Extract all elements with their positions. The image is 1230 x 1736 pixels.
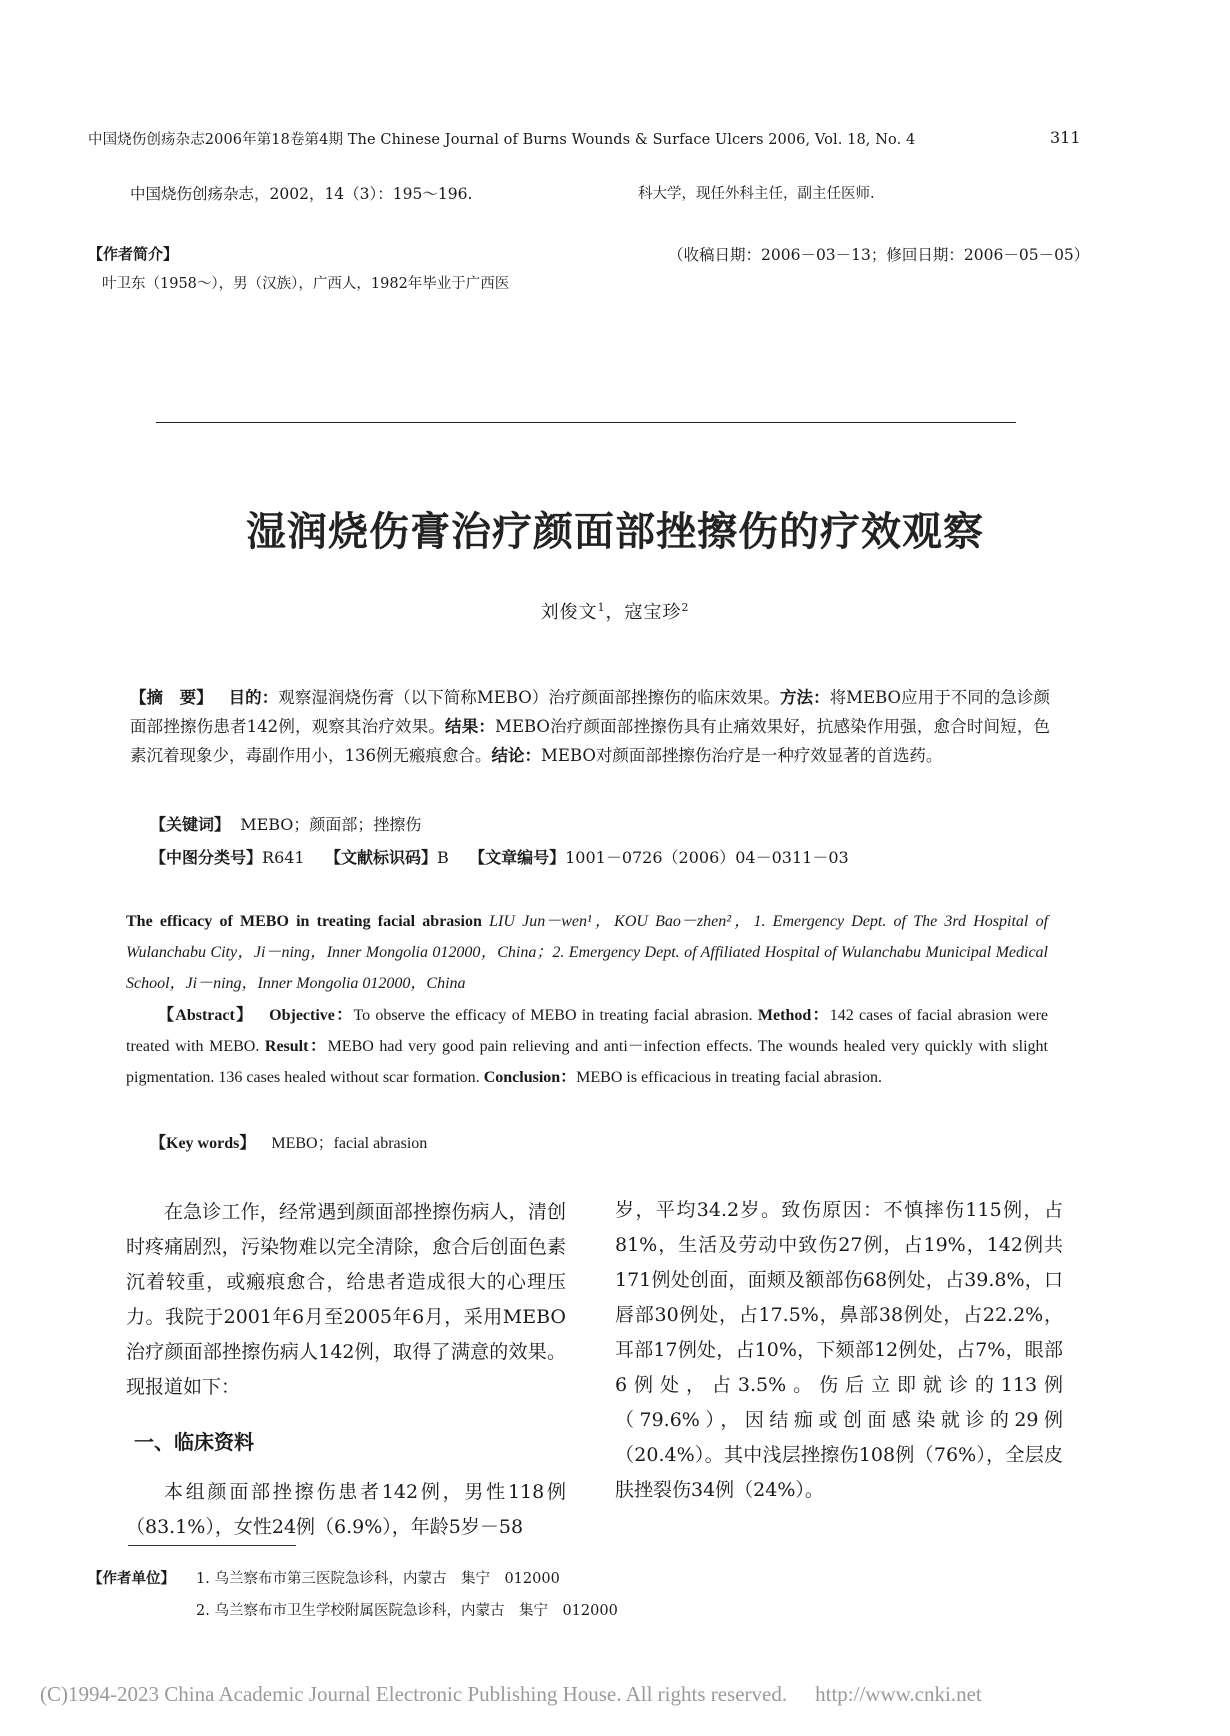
english-method: 142 cases of facial abrasion were treated with MEBO.	[126, 1007, 1049, 1055]
doc-code-value: B	[436, 848, 449, 867]
english-title-block	[126, 906, 1048, 999]
english-keywords-text: MEBO；facial abrasion	[271, 1135, 428, 1152]
cnki-url: http://www.cnki.net	[815, 1682, 982, 1706]
result-text: MEBO治疗颜面部挫擦伤具有止痛效果好，抗感染作用强，愈合时间短，色素沉着现象少，毒副作用小，136例无瘢痕愈合。	[130, 717, 1050, 765]
author-bio-continuation: 科大学，现任外科主任，副主任医师.	[638, 186, 875, 202]
affiliation-line-2: 2. 乌兰察布市卫生学校附属医院急诊科，内蒙古 集宁 012000	[196, 1603, 618, 1619]
english-abstract-label: 【Abstract】	[158, 1007, 254, 1024]
author-bio-text: 叶卫东（1958～），男（汉族），广西人，1982年毕业于广西医	[102, 276, 510, 292]
objective-text: 观察湿润烧伤膏（以下简称MEBO）治疗颜面部挫擦伤的临床效果。	[278, 688, 780, 707]
english-keywords-label: 【Key words】	[150, 1135, 256, 1152]
footnote-divider	[128, 1545, 296, 1546]
abstract-cn-label: 【摘 要】	[130, 688, 213, 707]
keywords-cn-text: MEBO；颜面部；挫擦伤	[240, 815, 422, 834]
classification-line	[150, 845, 849, 868]
english-keywords	[150, 1130, 427, 1153]
running-header: 中国烧伤创疡杂志2006年第18卷第4期 The Chinese Journal of Burns Wounds & Surface Ulcers 2006, Vol. 18, No. 4	[88, 132, 916, 148]
received-dates: （收稿日期：2006－03－13；修回日期：2006－05－05）	[668, 246, 1090, 264]
method-label: 方法：	[779, 688, 830, 707]
author-1: 刘俊文	[540, 602, 598, 623]
english-abstract	[126, 1000, 1048, 1093]
method-text: 将MEBO应用于不同的急诊颜面部挫擦伤患者142例，观察其治疗效果。	[130, 688, 1050, 736]
keywords-cn	[150, 812, 421, 835]
author-bio-label: 【作者简介】	[88, 245, 179, 263]
english-conclusion: MEBO is efficacious in treating facial abrasion.	[576, 1069, 882, 1086]
english-authors-affiliations: LIU Jun－wen¹，KOU Bao－zhen²，1. Emergency Dept. of The 3rd Hospital of Wulanchabu City，Ji－ning，Inner Mongolia 012000，China；2. Emergency Dept. of Affiliated Hospital of Wulanchabu Municipal Medical School，Ji－ning，Inner Mongolia 012000，China	[126, 913, 1049, 992]
result-label: 结果：	[445, 717, 496, 736]
section-divider	[156, 422, 1016, 423]
article-no-label: 【文章编号】	[469, 848, 566, 867]
english-title: The efficacy of MEBO in treating facial abrasion	[126, 913, 482, 930]
keywords-cn-label: 【关键词】	[150, 815, 231, 834]
body-paragraph-left: 本组颜面部挫擦伤患者142例，男性118例（83.1%），女性24例（6.9%），年龄5岁－58	[126, 1481, 566, 1538]
body-paragraph-right: 岁，平均34.2岁。致伤原因：不慎摔伤115例，占81%，生活及劳动中致伤27例，占19%，142例共171例处创面，面颊及额部伤68例处，占39.8%，口唇部30例处，占17.5%，鼻部38例处，占22.2%，耳部17例处，占10%，下颏部12例处，占7%，眼部6例处，占3.5%。伤后立即就诊的113例（79.6%），因结痂或创面感染就诊的29例（20.4%）。其中浅层挫擦伤108例（76%），全层皮肤挫裂伤34例（24%）。	[615, 1199, 1063, 1501]
english-result: MEBO had very good pain relieving and anti－infection effects. The wounds healed very quickly with slight pigmentation. 136 cases healed without scar formation.	[126, 1038, 1049, 1086]
objective-label: 目的：	[228, 688, 279, 707]
conclusion-label: 结论：	[491, 746, 541, 765]
section-heading: 一、临床资料	[134, 1430, 254, 1454]
conclusion-text: MEBO对颜面部挫擦伤治疗是一种疗效显著的首选药。	[541, 746, 943, 765]
english-result-label: Result：	[264, 1038, 328, 1055]
previous-reference: 中国烧伤创疡杂志，2002，14（3）：195～196.	[130, 185, 473, 203]
affiliation-line-1: 1. 乌兰察布市第三医院急诊科，内蒙古 集宁 012000	[196, 1571, 560, 1587]
article-authors	[0, 598, 1230, 624]
article-no-value: 1001－0726（2006）04－0311－03	[565, 848, 849, 867]
copyright-footer	[40, 1682, 982, 1707]
author-separator: ，	[605, 602, 625, 623]
article-title: 湿润烧伤膏治疗颜面部挫擦伤的疗效观察	[246, 509, 984, 555]
clc-label: 【中图分类号】	[150, 848, 263, 867]
doc-code-label: 【文献标识码】	[324, 848, 437, 867]
english-objective: To observe the efficacy of MEBO in treating facial abrasion.	[353, 1007, 753, 1024]
author-1-affil: 1	[597, 601, 606, 614]
author-2: 寇宝珍	[624, 602, 682, 623]
english-method-label: Method：	[757, 1007, 830, 1024]
abstract-cn	[130, 683, 1050, 770]
copyright-text: (C)1994-2023 China Academic Journal Electronic Publishing House. All rights reserved.	[40, 1682, 788, 1706]
page-number: 311	[1050, 128, 1081, 147]
author-2-affil: 2	[681, 601, 690, 614]
english-objective-label: Objective：	[269, 1007, 354, 1024]
body-intro-paragraph: 在急诊工作，经常遇到颜面部挫擦伤病人，清创时疼痛剧烈，污染物难以完全清除，愈合后创面色素沉着较重，或瘢痕愈合，给患者造成很大的心理压力。我院于2001年6月至2005年6月，采用MEBO治疗颜面部挫擦伤病人142例，取得了满意的效果。现报道如下：	[126, 1201, 566, 1398]
clc-value: R641	[262, 848, 305, 867]
english-conclusion-label: Conclusion：	[483, 1069, 577, 1086]
affiliation-label: 【作者单位】	[88, 1571, 175, 1587]
